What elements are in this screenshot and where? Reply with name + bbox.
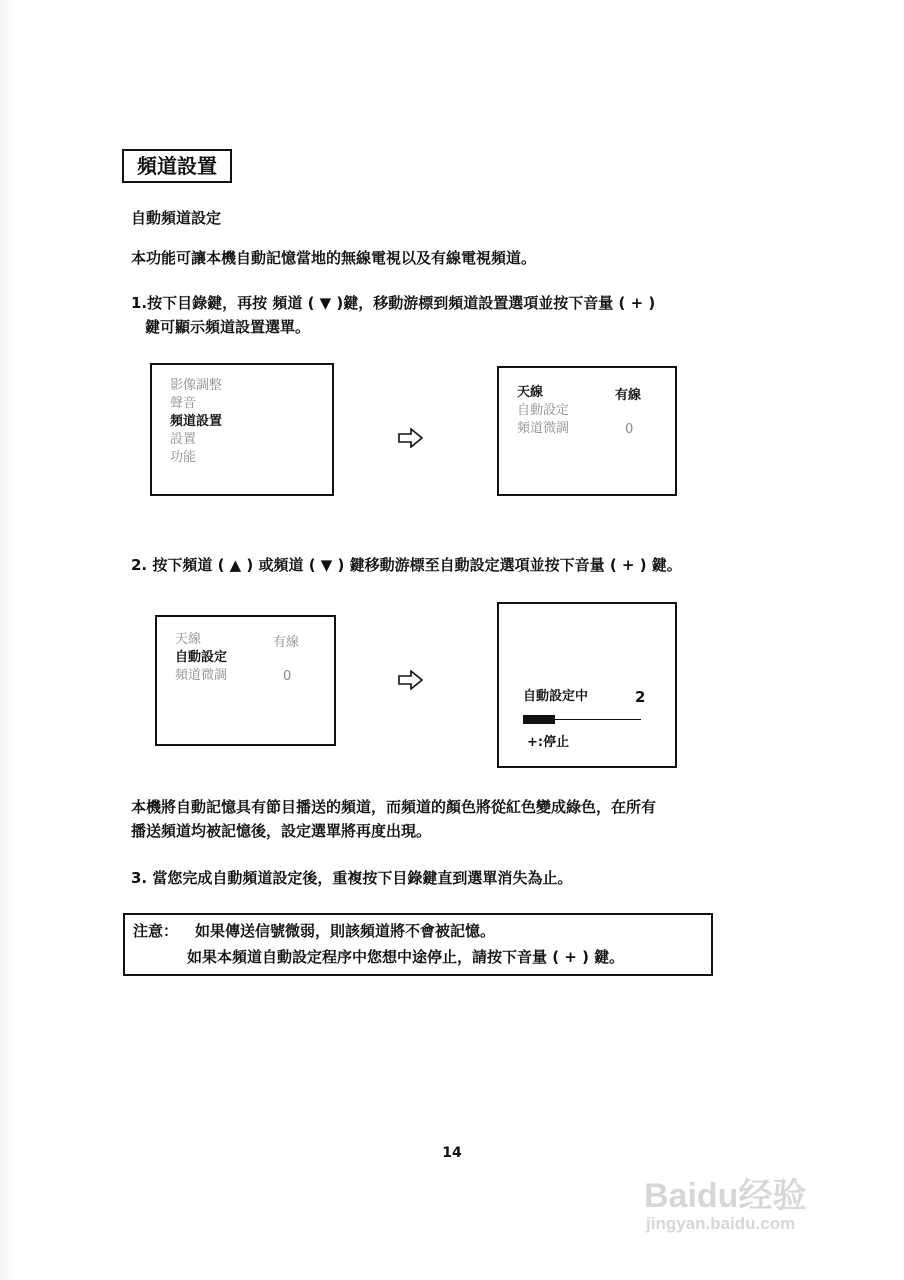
watermark-logo: Baidu经验 (644, 1177, 807, 1215)
row-finetune-label: 頻道微調 (517, 421, 570, 436)
menu-item-picture: 影像調整 (170, 378, 223, 393)
autoscan-status-label: 自動設定中 (523, 689, 589, 704)
row-finetune-label: 頻道微調 (175, 668, 228, 683)
note-label: 注意： (133, 922, 179, 940)
screen-channel-setup (497, 366, 677, 496)
row-autoset-label: 自動設定 (175, 650, 228, 665)
step1-line2: 鍵可顯示頻道設置選單。 (145, 318, 311, 336)
menu-item-function: 功能 (170, 450, 197, 465)
row-antenna-value: 有線 (273, 635, 300, 650)
screen-main-menu (150, 363, 334, 496)
arrow-right-icon (398, 428, 424, 448)
row-finetune-value: 0 (625, 422, 634, 437)
para2-line1: 本機將自動記憶具有節目播送的頻道，而頻道的顏色將從紅色變成綠色，在所有 (131, 798, 657, 816)
row-antenna-value: 有線 (615, 388, 642, 403)
stop-hint: +:停止 (527, 735, 570, 750)
autoscan-channel-number: 2 (635, 688, 646, 706)
intro-paragraph: 本功能可讓本機自動記憶當地的無線電視以及有線電視頻道。 (131, 249, 537, 267)
screen-channel-setup-autoset (155, 615, 336, 746)
subheading: 自動頻道設定 (131, 209, 222, 227)
para2-line2: 播送頻道均被記憶後，設定選單將再度出現。 (131, 822, 432, 840)
row-finetune-value: 0 (283, 669, 292, 684)
step1-line1: 1.按下目錄鍵，再按 頻道 ( ▼ )鍵，移動游標到頻道設置選項並按下音量 ( + ) (131, 294, 656, 312)
section-title: 頻道設置 (122, 149, 232, 183)
step2-paragraph: 2. 按下頻道 ( ▲ ) 或頻道 ( ▼ ) 鍵移動游標至自動設定選項並按下音量 ( + ) 鍵。 (131, 556, 682, 574)
screen-autoscan-progress (497, 602, 677, 768)
menu-item-sound: 聲音 (170, 396, 197, 411)
note-line2: 如果本頻道自動設定程序中您想中途停止，請按下音量 ( + ) 鍵。 (187, 948, 625, 966)
watermark-url: jingyan.baidu.com (646, 1214, 796, 1233)
scan-edge-left (0, 0, 14, 1280)
note-box (123, 913, 713, 976)
page-number: 14 (442, 1145, 462, 1161)
arrow-right-icon (398, 670, 424, 690)
progress-fill (523, 715, 555, 724)
note-line1: 如果傳送信號微弱，則該頻道將不會被記憶。 (195, 922, 496, 940)
menu-item-setup: 設置 (170, 432, 197, 447)
row-antenna-label: 天線 (517, 385, 544, 400)
row-antenna-label: 天線 (175, 632, 202, 647)
row-autoset-label: 自動設定 (517, 403, 570, 418)
step3-paragraph: 3. 當您完成自動頻道設定後，重複按下目錄鍵直到選單消失為止。 (131, 869, 573, 887)
menu-item-channel-setup: 頻道設置 (170, 414, 223, 429)
